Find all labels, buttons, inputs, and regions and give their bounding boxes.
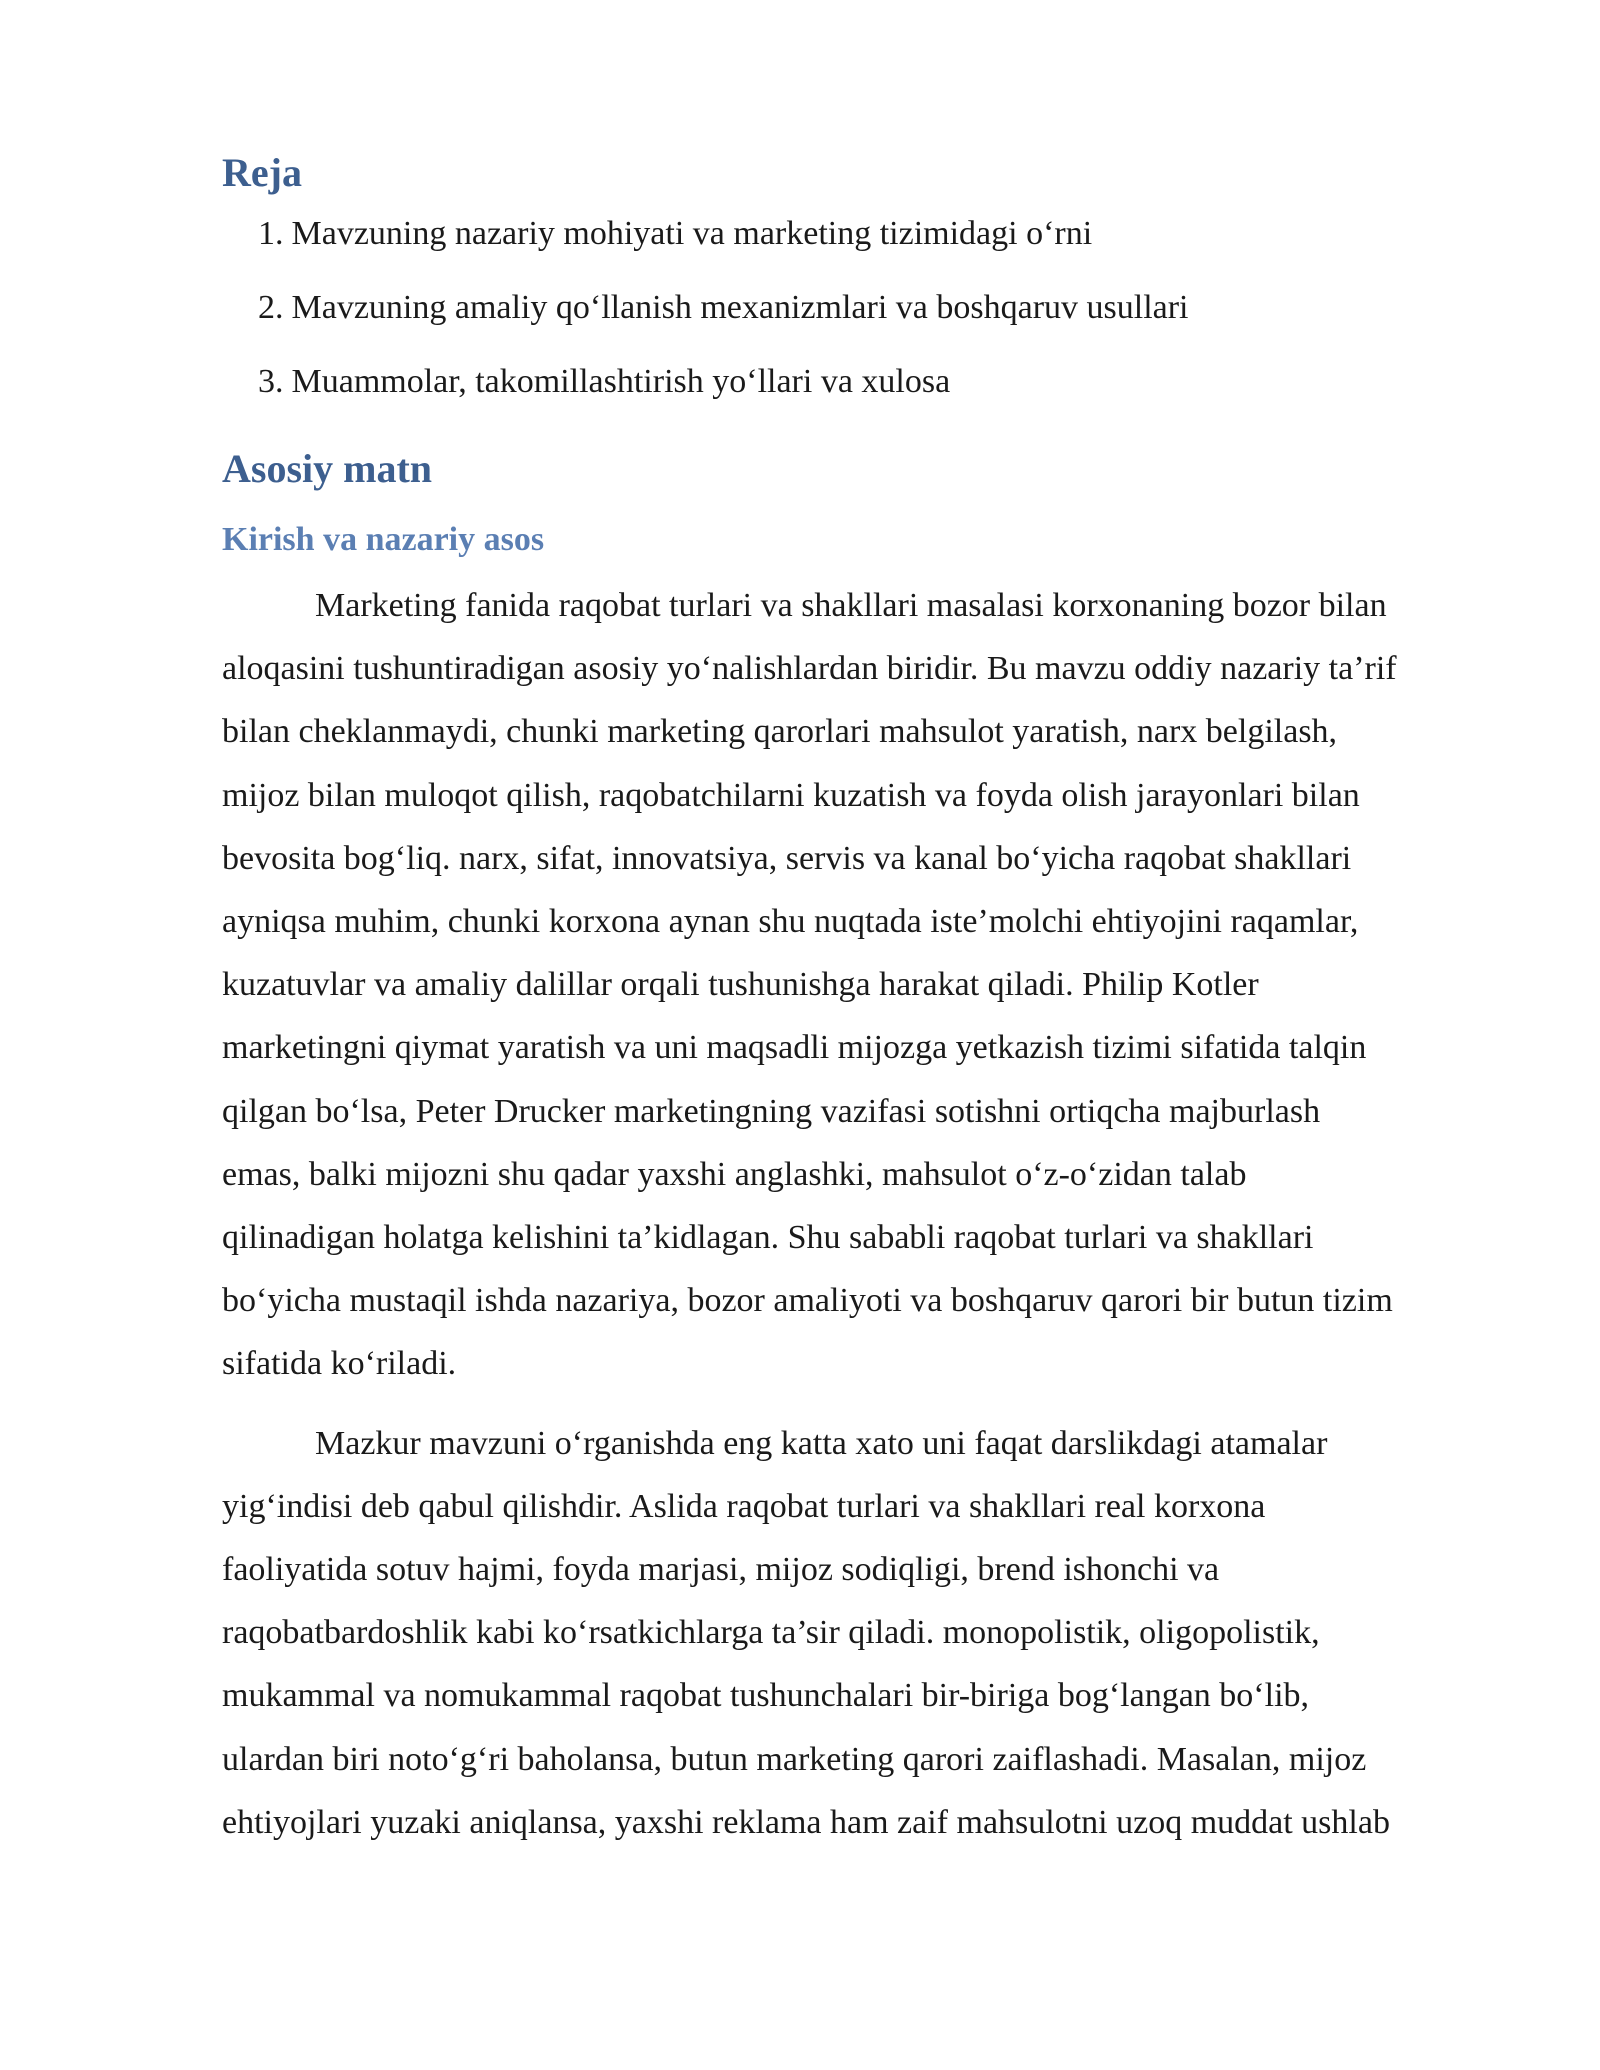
paragraph-line: Marketing fanida raqobat turlari va shakllari masalasi korxonaning bozor bilan [315, 587, 1387, 624]
plan-item-number: 3. [258, 363, 284, 400]
paragraph-line: mijoz bilan muloqot qilish, raqobatchilarni kuzatish va foyda olish jarayonlari bilan [222, 776, 1360, 814]
paragraph-line: bilan cheklanmaydi, chunki marketing qarorlari mahsulot yaratish, narx belgilash, [222, 713, 1338, 751]
paragraph-line: marketingni qiymat yaratish va uni maqsadli mijozga yetkazish tizimi sifatida talqin [222, 1029, 1367, 1067]
paragraph-line: faoliyatida sotuv hajmi, foyda marjasi, mijoz sodiqligi, brend ishonchi va [222, 1551, 1220, 1589]
paragraph-line: ayniqsa muhim, chunki korxona aynan shu nuqtada iste’molchi ehtiyojini raqamlar, [222, 903, 1359, 941]
paragraph-line: Mazkur mavzuni o‘rganishda eng katta xato uni faqat darslikdagi atamalar [315, 1424, 1328, 1462]
plan-item-number: 2. [258, 289, 284, 326]
plan-heading: Reja [222, 150, 302, 195]
paragraph [222, 574, 1492, 1396]
paragraph-line: bevosita bog‘liq. narx, sifat, innovatsiya, servis va kanal bo‘yicha raqobat shakllari [222, 839, 1352, 877]
main-text-heading: Asosiy matn [222, 446, 433, 491]
paragraph-line: ulardan biri noto‘g‘ri baholansa, butun marketing qarori zaiflashadi. Masalan, mijoz [222, 1740, 1367, 1778]
paragraph-line: ehtiyojlari yuzaki aniqlansa, yaxshi reklama ham zaif mahsulotni uzoq muddat ushlab [222, 1803, 1390, 1841]
plan-item-text: Mavzuning nazariy mohiyati va marketing tizimidagi o‘rni [291, 215, 1093, 252]
plan-item [222, 286, 1492, 330]
plan-item [222, 212, 1492, 256]
paragraph-line: sifatida ko‘riladi. [222, 1345, 457, 1383]
paragraph [222, 1412, 1492, 1854]
section-heading: Kirish va nazariy asos [222, 521, 545, 558]
plan-item [222, 360, 1492, 404]
plan-list [222, 212, 1492, 404]
plan-item-text: Mavzuning amaliy qo‘llanish mexanizmlari va boshqaruv usullari [291, 289, 1189, 326]
paragraph-line: raqobatbardoshlik kabi ko‘rsatkichlarga ta’sir qiladi. monopolistik, oligopolistik, [222, 1614, 1320, 1652]
paragraph-line: aloqasini tushuntiradigan asosiy yo‘nalishlardan biridir. Bu mavzu oddiy nazariy ta’rif [222, 650, 1397, 688]
paragraph-line: yig‘indisi deb qabul qilishdir. Aslida raqobat turlari va shakllari real korxona [222, 1487, 1266, 1525]
paragraph-line: kuzatuvlar va amaliy dalillar orqali tushunishga harakat qiladi. Philip Kotler [222, 966, 1259, 1004]
document-content [222, 146, 1492, 1870]
paragraph-line: emas, balki mijozni shu qadar yaxshi anglashki, mahsulot o‘z-o‘zidan talab [222, 1155, 1247, 1193]
plan-item-text: Muammolar, takomillashtirish yo‘llari va xulosa [291, 363, 951, 400]
paragraph-line: qilgan bo‘lsa, Peter Drucker marketingning vazifasi sotishni ortiqcha majburlash [222, 1092, 1321, 1130]
paragraph-line: mukammal va nomukammal raqobat tushunchalari bir-biriga bog‘langan bo‘lib, [222, 1677, 1310, 1715]
plan-item-number: 1. [258, 215, 284, 252]
paragraph-line: bo‘yicha mustaqil ishda nazariya, bozor amaliyoti va boshqaruv qarori bir butun tizim [222, 1282, 1393, 1320]
paragraph-line: qilinadigan holatga kelishini ta’kidlagan. Shu sababli raqobat turlari va shakllari [222, 1219, 1314, 1257]
